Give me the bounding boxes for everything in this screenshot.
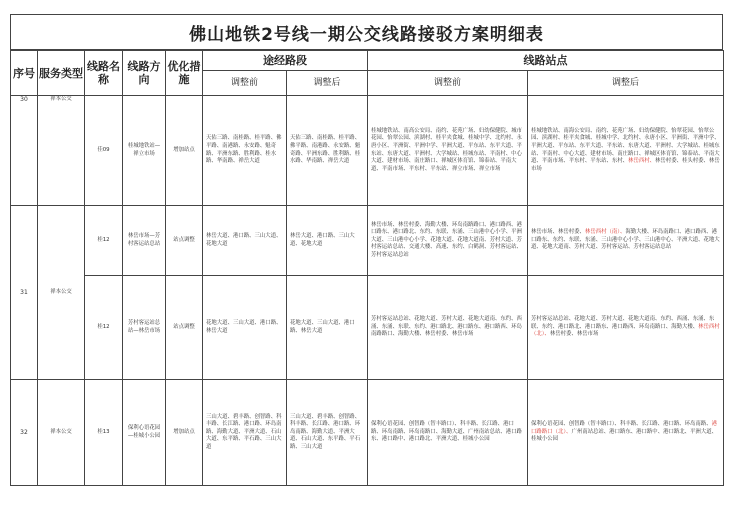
row-stops-after-tail: 海勤大楼、环岛南路口、港口路西、港口路东、东约、东联、东涌、三山港中心小学、三山港中心、平洲大道、花地大道、花地大道南、芳村大道、芳村客运站、芳村客运站总站 — [531, 229, 720, 251]
row-measure: 站点调整 — [166, 206, 203, 276]
row-stops-before — [368, 276, 528, 380]
table-row — [11, 96, 724, 206]
row-via-after-text: 天佑三路、南桂路、桂平路、佛平路、南港路、永安路、魁奇路、平洲东路、胜利路、桂水路、华南路、禅岳大道 — [290, 135, 361, 165]
row-direction — [123, 380, 166, 486]
row-stops-after-tail: 广州南站总站、港口路东、港口路中、港口路北、平洲大道、桂城小公园 — [531, 428, 717, 443]
row-stops-before-text: 芳村客运站总站、花地大道、芳村大道、花地大道南、东约、西涌、东涌、东联、东约、港口路北、港口路东、港口路西、环岛南路路口、海勤大楼、林岳村委、林岳市场 — [371, 316, 522, 338]
table-row — [11, 380, 724, 486]
row-service: 禅本公交 — [38, 380, 85, 486]
header-row-1 — [11, 51, 724, 71]
row-line: 桂13 — [85, 380, 123, 486]
row-stops-after — [528, 276, 724, 380]
row-stops-after-highlight: 林岳西村（南）、 — [584, 229, 626, 236]
row-via-after-text: 花地大道、三山大道、港口路、林岳大道 — [290, 319, 355, 334]
row-stops-after — [528, 206, 724, 276]
row-measure: 站点调整 — [166, 276, 203, 380]
row-via-before — [203, 276, 287, 380]
header-via-before: 调整前 — [203, 71, 287, 96]
row-stops-before — [368, 380, 528, 486]
row-stops-after-tail: 林岳村委、桂头村委、林岳市场 — [531, 158, 720, 172]
header-direction: 线路方向 — [123, 51, 166, 96]
row-stops-after-text: 保利心语花园、创智路（智丰路口）、科丰路、长江路、港口路、环岛南路、 — [531, 421, 712, 428]
row-via-before-text: 天佑三路、南桂路、桂平路、佛平路、南港路、永安路、魁奇路、平洲东路、胜利路、桂水路、华南路、禅岳大道 — [206, 135, 282, 165]
row-stops-after-highlight: 林岳西村、 — [628, 158, 656, 165]
row-via-before-text: 三山大道、碧丰路、创智路、科丰路、长江路、港口路、环岛南路、海勤大道、平洲大道、石山大道、东平路、平石路、三山大道 — [206, 413, 282, 450]
row-direction — [123, 276, 166, 380]
row-line: 桂12 — [85, 276, 123, 380]
table-row — [11, 276, 724, 380]
header-measure: 优化措施 — [166, 51, 203, 96]
header-line-name: 线路名称 — [85, 51, 123, 96]
row-line: 佳09 — [85, 96, 123, 206]
row-stops-before-text: 桂城地铁站、南高公安局、南约、花苑广场、妇幼保健院、城市花园、怡翠公园、滨湖村、桂平夹食城、桂城中学、北约村、永唐小区、平洲街、平洲中学、平洲大道、平东站、东平大道、平东站、东唐大道、平洲村、大学城站、桂城东站、平南村、中心大道、建材市场、南庄路口、禅城区体育馆、锦泰站、平南大道、平南市场、平东村、平东站、禅立市场、禅立市场 — [371, 127, 522, 172]
row-stops-after-highlight: 港口路路口（北）、 — [531, 421, 717, 435]
row-via-before — [203, 96, 287, 206]
row-via-before — [203, 206, 287, 276]
row-stops-after-highlight: 林岳西村（北）、 — [531, 323, 720, 338]
header-seq: 序号 — [11, 51, 38, 96]
row-stops-after-text: 芳村客运站总站、花地大道、芳村大道、花地大道南、东约、西涌、东涌、东联、东约、港口路北、港口路东、港口路西、环岛南路口、海勤大楼、 — [531, 316, 715, 330]
row-via-before-text: 林岳大道、港口路、三山大道、花地大道 — [206, 232, 282, 247]
row-direction-text: 保利心语花园—桂城小公园 — [127, 424, 161, 439]
scheme-table — [10, 50, 724, 486]
row-via-before — [203, 380, 287, 486]
row-line: 桂12 — [85, 206, 123, 276]
row-seq: 31 — [11, 206, 38, 380]
row-via-after — [287, 276, 368, 380]
row-stops-before — [368, 206, 528, 276]
row-stops-before — [368, 96, 528, 206]
row-seq: 32 — [11, 380, 38, 486]
header-via: 途经路段 — [203, 51, 368, 71]
row-stops-after-text: 桂城地铁站、南海公安局、南约、花苑广场、妇幼保健院、怡翠花园、怡翠公园、滨湖村、桂平夹食城、桂城中学、北约村、永唐小区、平洲街、平洲中学、平洲大道、平东站、东平大道、平东站、东唐大道、平洲村、大学城站、桂城东站、平南村、中心大道、建材市场、南庄路口、禅城区体育馆、锦泰站、平南大道、平南市场、平东村、平东站、东村、 — [531, 127, 720, 165]
row-stops-after — [528, 96, 724, 206]
row-via-after-text: 三山大道、碧丰路、创智路、科丰路、长江路、港口路、环岛南路、海勤大道、平洲大道、石山大道、东平路、平石路、三山大道 — [290, 413, 361, 450]
row-via-before-text: 花地大道、三山大道、港口路、林岳大道 — [206, 319, 282, 334]
row-seq: 30 — [11, 96, 38, 206]
row-service: 禅本公交 — [38, 206, 85, 380]
row-direction — [123, 96, 166, 206]
row-direction-text: 桂城地铁站—禅立市场 — [127, 142, 161, 157]
row-service: 禅本公交 — [38, 96, 85, 206]
row-direction-text: 林岳市场—芳村客运站总站 — [127, 232, 161, 247]
row-stops-after-text: 林岳市场、林岳村委、 — [531, 229, 585, 236]
row-stops-after — [528, 380, 724, 486]
row-stops-after-tail: 林岳村委、林岳市场 — [549, 331, 599, 338]
row-via-after — [287, 206, 368, 276]
row-via-after-text: 林岳大道、港口路、三山大道、花地大道 — [290, 232, 355, 247]
title-bar — [10, 14, 723, 50]
header-stops-after: 调整后 — [528, 71, 724, 96]
page-title: 佛山地铁2号线一期公交线路接驳方案明细表 — [189, 24, 544, 45]
header-via-after: 调整后 — [287, 71, 368, 96]
row-stops-before-text: 保利心语花园、创智路（智丰路口）、科丰路、长江路、港口路、环岛南路、环岛南路口、海勤大道、广州南站总站、港口路东、港口路中、港口路北、平洲大道、桂城小公园 — [371, 421, 522, 443]
row-stops-before-text: 林岳市场、林岳村委、海勤大楼、环岛南路路口、港口路西、港口路东、港口路北、东约、东联、东涌、三山港中心小学、平洲大道、三山港中心小学、花地大道、花地大道南、芳村大道、芳村客运站总站、交通大楼、高速、东约、白鹤洞、芳村客运站、芳村客运站总站 — [371, 221, 522, 258]
scheme-sheet — [10, 14, 723, 494]
row-via-after — [287, 380, 368, 486]
row-direction — [123, 206, 166, 276]
row-measure: 增加站点 — [166, 380, 203, 486]
row-via-after — [287, 96, 368, 206]
header-stops-before: 调整前 — [368, 71, 528, 96]
row-measure: 增加站点 — [166, 96, 203, 206]
header-stops: 线路站点 — [368, 51, 724, 71]
table-row — [11, 206, 724, 276]
row-direction-text: 芳村客运站总站—林岳市场 — [127, 319, 161, 334]
header-service: 服务类型 — [38, 51, 85, 96]
